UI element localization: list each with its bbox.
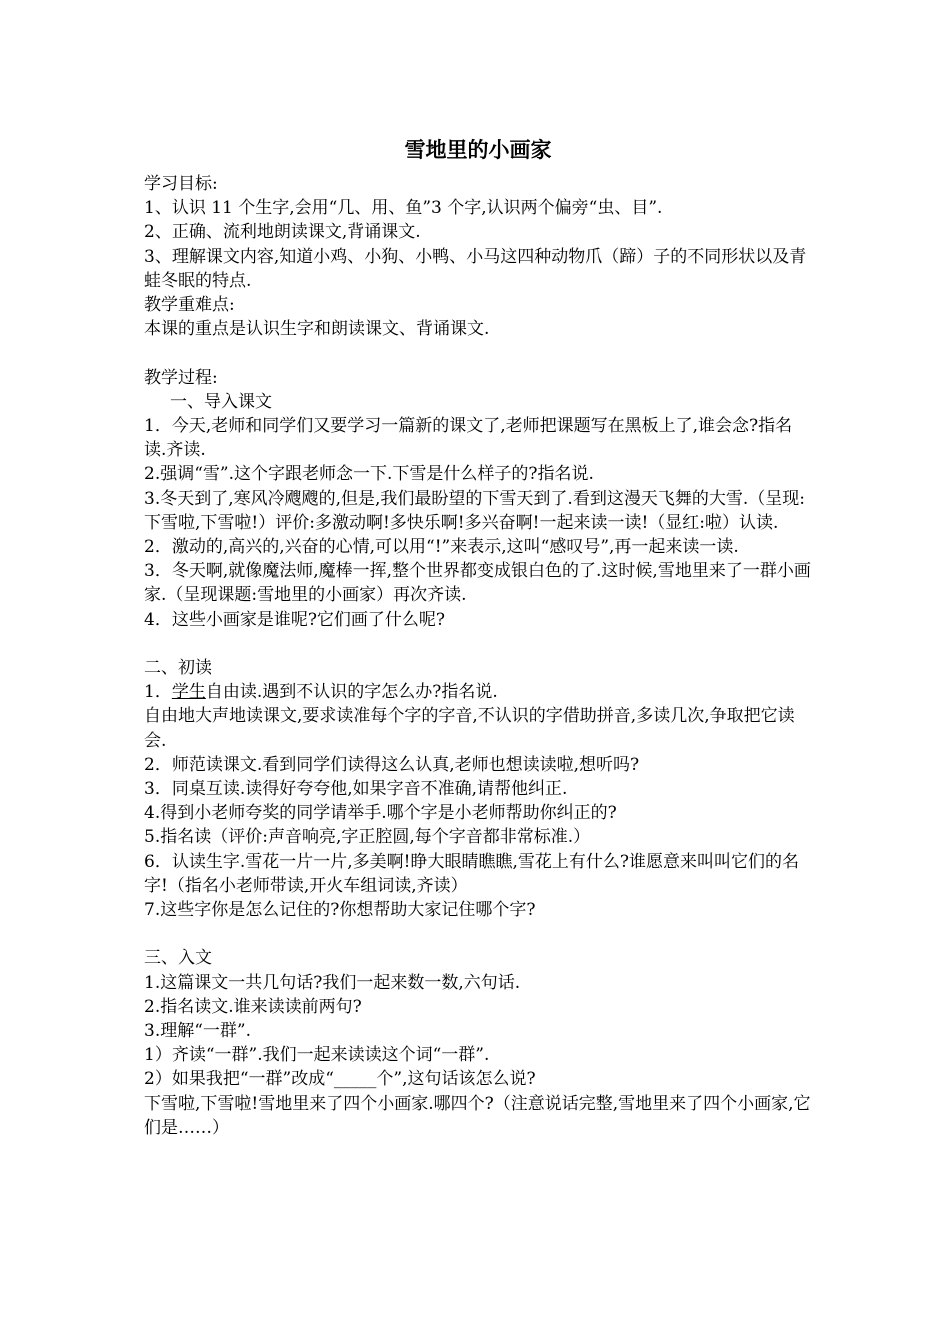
paragraph: 2．激动的,高兴的,兴奋的心情,可以用“!”来表示,这叫“感叹号”,再一起来读一读. [144,537,739,558]
paragraph: 1、认识 11 个生字,会用“几、用、鱼”3 个字,认识两个偏旁“虫、目”. [144,198,663,219]
section-heading: 二、初读 [144,658,212,679]
fill-blank: _____ [333,1069,377,1090]
paragraph: 7.这些字你是怎么记住的?你想帮助大家记住哪个字? [144,900,536,921]
paragraph: 6．认读生字.雪花一片一片,多美啊!睁大眼睛瞧瞧,雪花上有什么?谁愿意来叫叫它们的名字!（指名小老师带读,开火车组词读,齐读） [144,851,799,896]
document-title: 雪地里的小画家 [404,138,552,162]
underlined-word: 学生 [171,682,206,703]
paragraph: 2、正确、流利地朗读课文,背诵课文. [144,222,421,243]
paragraph: 5.指名读（评价:声音响亮,字正腔圆,每个字音都非常标准.） [144,827,591,848]
blank-line [144,632,812,656]
paragraph: 2.指名读文.谁来读读前两句? [144,996,362,1017]
paragraph [144,1067,812,1091]
paragraph: 3．冬天啊,就像魔法师,魔棒一挥,整个世界都变成银白色的了.这时候,雪地里来了一群小画家.（呈现课题:雪地里的小画家）再次齐读. [144,561,811,606]
blank-line [144,341,812,365]
paragraph: 下雪啦,下雪啦!雪地里来了四个小画家.哪四个?（注意说话完整,雪地里来了四个小画家,它们是……） [144,1093,811,1138]
section-heading: 一、导入课文 [170,391,272,412]
paragraph: 本课的重点是认识生字和朗读课文、背诵课文. [144,319,490,340]
document-page [144,134,812,1140]
paragraph: 4．这些小画家是谁呢?它们画了什么呢? [144,609,446,630]
paragraph: 3．同桌互读.读得好夸夸他,如果字音不准确,请帮他纠正. [144,779,568,800]
paragraph-prefix: 1． [144,682,172,703]
paragraph: 1.这篇课文一共几句话?我们一起来数一数,六句话. [144,972,521,993]
paragraph [144,680,812,704]
paragraph: 2．师范读课文.看到同学们读得这么认真,老师也想读读啦,想听吗? [144,754,640,775]
paragraph: 3.理解“一群”. [144,1021,252,1042]
paragraph: 教学重难点: [144,295,235,316]
paragraph: 1．今天,老师和同学们又要学习一篇新的课文了,老师把课题写在黑板上了,谁会念?指名读.齐读. [144,416,793,461]
section-heading: 三、入文 [144,948,212,969]
paragraph: 学习目标: [144,174,218,194]
paragraph: 2.强调“雪”.这个字跟老师念一下.下雪是什么样子的?指名说. [144,464,594,485]
paragraph: 1）齐读“一群”.我们一起来读读这个词“一群”. [144,1045,490,1066]
paragraph: 3、理解课文内容,知道小鸡、小狗、小鸭、小马这四种动物爪（蹄）子的不同形状以及青蛙冬眠的特点. [144,246,807,291]
paragraph: 4.得到小老师夸奖的同学请举手.哪个字是小老师帮助你纠正的? [144,803,617,824]
blank-line [144,922,812,946]
paragraph-rest: 个”,这句话该怎么说? [376,1069,536,1090]
section-heading: 教学过程: [144,367,218,388]
paragraph: 3.冬天到了,寒风冷飕飕的,但是,我们最盼望的下雪天到了.看到这漫天飞舞的大雪.（呈现:下雪啦,下雪啦!）评价:多激动啊!多快乐啊!多兴奋啊!一起来读一读!（显红:啦）认读. [144,488,805,533]
paragraph-prefix: 2）如果我把“一群”改成“ [144,1069,334,1090]
paragraph-rest: 自由读.遇到不认识的字怎么办?指名说. [205,682,498,703]
paragraph: 自由地大声地读课文,要求读准每个字的字音,不认识的字借助拼音,多读几次,争取把它读会. [144,706,795,751]
